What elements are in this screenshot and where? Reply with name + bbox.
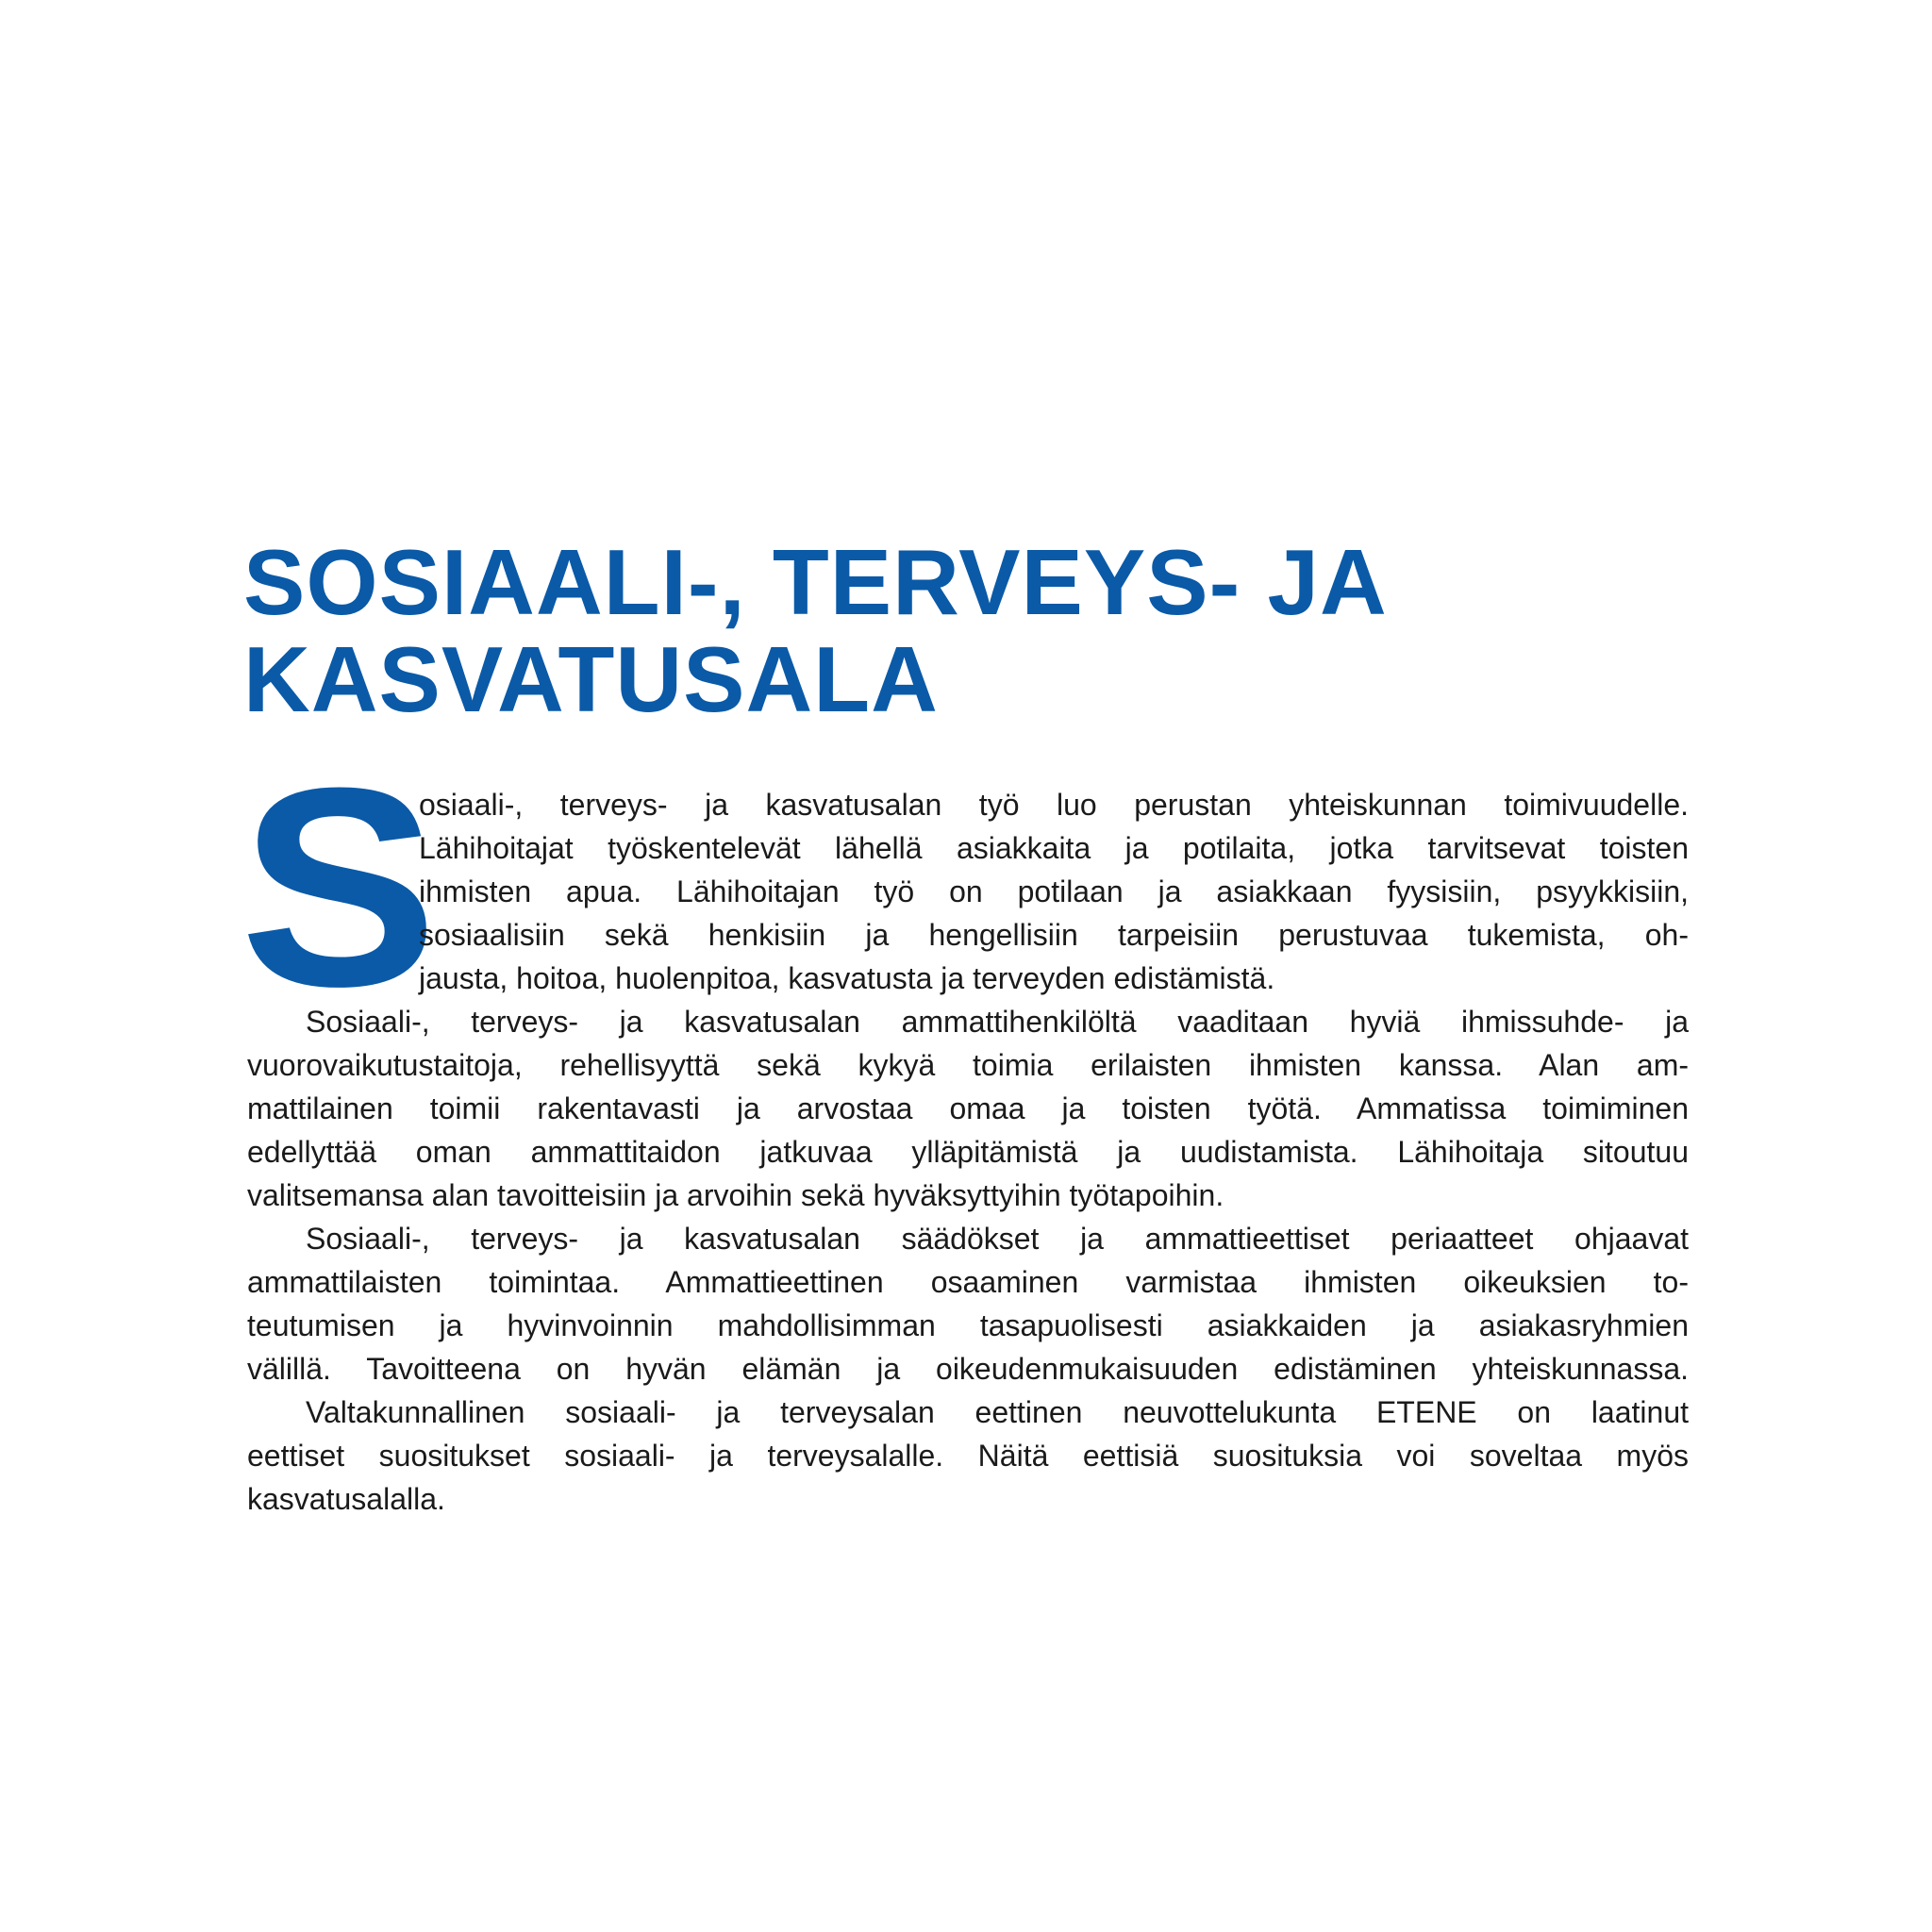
- page-title: [243, 530, 1388, 731]
- text-line: edellyttää oman ammattitaidon jatkuvaa ylläpitämistä ja uudistamista. Lähihoitaja sitoutuu: [247, 1135, 1689, 1169]
- text-line: teutumisen ja hyvinvoinnin mahdollisimman tasapuolisesti asiakkaiden ja asiakasryhmien: [247, 1308, 1689, 1342]
- text-line: sosiaalisiin sekä henkisiin ja hengellisiin tarpeisiin perustuvaa tukemista, oh-: [419, 918, 1689, 952]
- paragraph-2: [247, 1000, 1689, 1217]
- text-line: Sosiaali-, terveys- ja kasvatusalan ammattihenkilöltä vaaditaan hyviä ihmissuhde- ja: [306, 1005, 1689, 1039]
- body-text: [247, 783, 1689, 1521]
- text-line: jausta, hoitoa, huolenpitoa, kasvatusta ja terveyden edistämistä.: [419, 961, 1275, 995]
- text-line: välillä. Tavoitteena on hyvän elämän ja oikeudenmukaisuuden edistäminen yhteiskunnassa.: [247, 1352, 1689, 1386]
- text-line: eettiset suositukset sosiaali- ja terveysalalle. Näitä eettisiä suosituksia voi soveltaa myös: [247, 1439, 1689, 1473]
- text-line: osiaali-, terveys- ja kasvatusalan työ luo perustan yhteiskunnan toimivuudelle.: [419, 788, 1689, 822]
- text-line: vuorovaikutustaitoja, rehellisyyttä sekä kykyä toimia erilaisten ihmisten kanssa. Alan am-: [247, 1048, 1689, 1082]
- paragraph-3: [247, 1217, 1689, 1391]
- text-line: ihmisten apua. Lähihoitajan työ on potilaan ja asiakkaan fyysisiin, psyykkisiin,: [419, 874, 1689, 908]
- text-line: Valtakunnallinen sosiaali- ja terveysalan eettinen neuvottelukunta ETENE on laatinut: [306, 1395, 1689, 1429]
- text-line: mattilainen toimii rakentavasti ja arvostaa omaa ja toisten työtä. Ammatissa toimiminen: [247, 1091, 1689, 1125]
- paragraph-1: [247, 783, 1689, 1000]
- drop-cap: S: [240, 728, 439, 1045]
- paragraph-4: [247, 1391, 1689, 1521]
- text-line: Lähihoitajat työskentelevät lähellä asiakkaita ja potilaita, jotka tarvitsevat toisten: [419, 831, 1689, 865]
- text-line: kasvatusalalla.: [247, 1482, 445, 1516]
- title-line: KASVATUSALA: [243, 627, 939, 731]
- text-line: valitsemansa alan tavoitteisiin ja arvoihin sekä hyväksyttyihin työtapoihin.: [247, 1178, 1224, 1212]
- text-line: Sosiaali-, terveys- ja kasvatusalan säädökset ja ammattieettiset periaatteet ohjaavat: [306, 1222, 1689, 1256]
- text-line: ammattilaisten toimintaa. Ammattieettinen osaaminen varmistaa ihmisten oikeuksien to-: [247, 1265, 1689, 1299]
- title-line: SOSIAALI-, TERVEYS- JA: [243, 530, 1388, 634]
